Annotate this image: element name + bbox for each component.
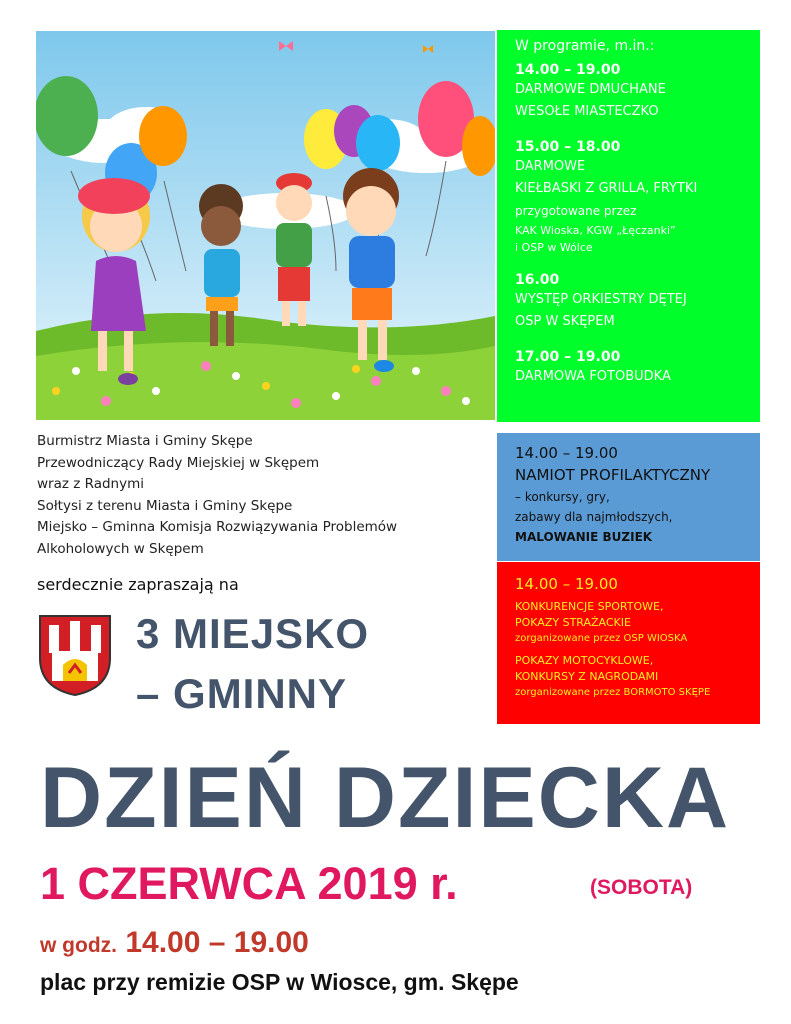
program-small: KAK Wioska, KGW „Łęczanki” (515, 224, 676, 237)
event-subtitle-line1: 3 MIEJSKO (136, 610, 370, 657)
organizer-line: Sołtysi z terenu Miasta i Gminy Skępe (37, 497, 293, 514)
tent-line: zabawy dla najmłodszych, (515, 510, 673, 524)
organizer-line: Alkoholowych w Skępem (37, 540, 204, 557)
program-item: WYSTĘP ORKIESTRY DĘTEJ (515, 292, 687, 307)
organizers-list (37, 431, 477, 560)
tent-time: 14.00 – 19.00 (515, 444, 618, 462)
sport-organizer: zorganizowane przez OSP WIOSKA (515, 633, 688, 644)
program-item: DARMOWA FOTOBUDKA (515, 369, 671, 384)
organizer-line: Miejsko – Gminna Komisja Rozwiązywania Problemów (37, 519, 398, 535)
tent-title: NAMIOT PROFILAKTYCZNY (515, 466, 711, 484)
program-small: i OSP w Wólce (515, 241, 593, 254)
program-time: 14.00 – 19.00 (515, 62, 621, 78)
program-panel-green (497, 30, 760, 422)
event-title: DZIEŃ DZIECKA (40, 750, 731, 846)
program-header: W programie, m.in.: (515, 38, 655, 54)
program-note: przygotowane przez (515, 204, 637, 218)
event-place: plac przy remizie OSP w Wiosce, gm. Skępe (40, 969, 519, 995)
sport-time: 14.00 – 19.00 (515, 575, 618, 593)
program-item: KIEŁBASKI Z GRILLA, FRYTKI (515, 181, 698, 196)
program-item: DARMOWE DMUCHANE (515, 82, 666, 97)
program-item: OSP W SKĘPEM (515, 314, 615, 329)
program-time: 17.00 – 19.00 (515, 349, 621, 365)
organizer-line: wraz z Radnymi (37, 476, 144, 492)
coat-of-arms-icon (37, 613, 113, 697)
organizer-line: Przewodniczący Rady Miejskiej w Skępem (37, 454, 320, 471)
program-time: 16.00 (515, 272, 560, 288)
event-hours (40, 926, 309, 960)
event-date: 1 CZERWCA 2019 r. (40, 858, 458, 909)
sport-item: KONKURSY Z NAGRODAMI (515, 670, 659, 683)
organizer-line: Burmistrz Miasta i Gminy Skępe (37, 433, 253, 449)
hours-value: 14.00 – 19.00 (125, 926, 309, 959)
hours-label: w godz. (40, 934, 117, 957)
event-day: (SOBOTA) (590, 876, 693, 899)
event-subtitle-line2: – GMINNY (136, 670, 348, 717)
program-item: WESOŁE MIASTECZKO (515, 104, 659, 119)
sport-item: POKAZY MOTOCYKLOWE, (515, 654, 654, 667)
sport-item: POKAZY STRAŻACKIE (515, 616, 631, 629)
program-panel-blue (497, 433, 760, 561)
program-time: 15.00 – 18.00 (515, 139, 621, 155)
tent-line: – konkursy, gry, (515, 490, 610, 504)
children-illustration (36, 31, 495, 420)
sport-organizer: zorganizowane przez BORMOTO SKĘPE (515, 687, 711, 698)
sport-item: KONKURENCJE SPORTOWE, (515, 600, 664, 613)
program-panel-red (497, 562, 760, 724)
invitation-text: serdecznie zapraszają na (37, 575, 239, 594)
program-item: DARMOWE (515, 159, 586, 174)
tent-highlight: MALOWANIE BUZIEK (515, 530, 653, 544)
